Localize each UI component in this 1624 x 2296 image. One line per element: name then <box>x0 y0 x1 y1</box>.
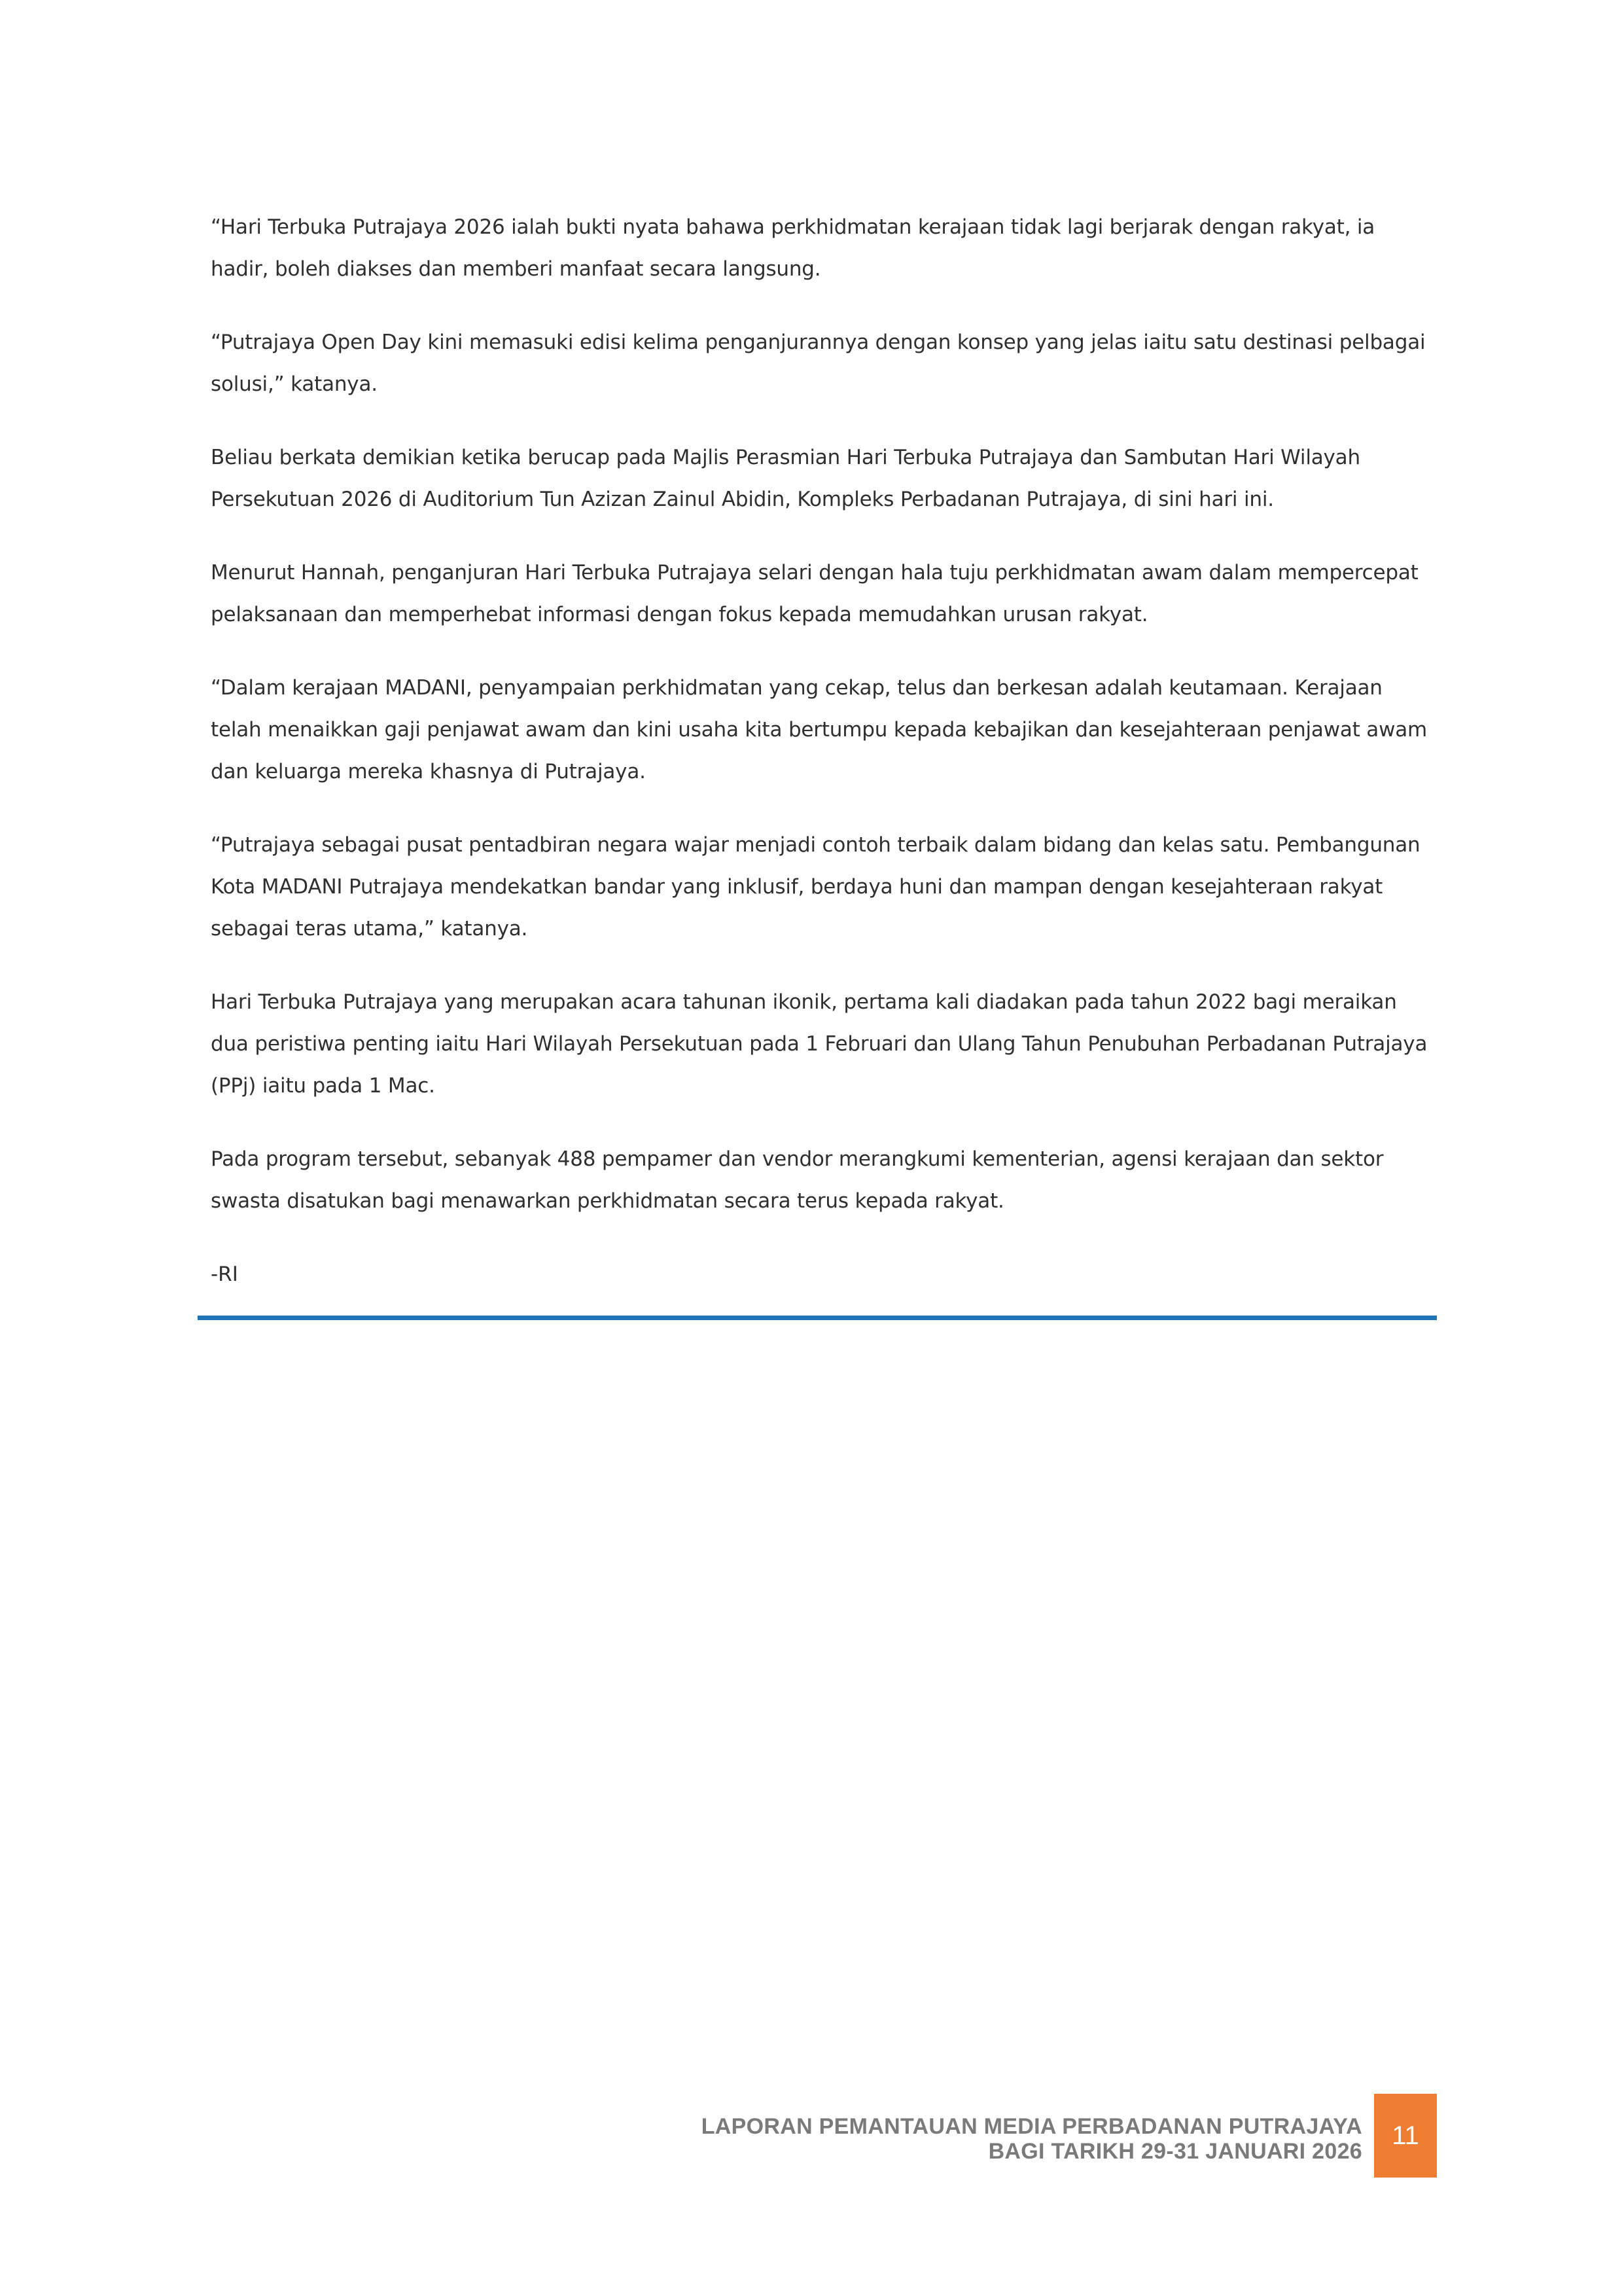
page-number: 11 <box>1392 2121 1419 2150</box>
article-paragraph: Hari Terbuka Putrajaya yang merupakan acara tahunan ikonik, pertama kali diadakan pada tahun 2022 bagi meraikan dua peristiwa penting iaitu Hari Wilayah Persekutuan pada 1 Februari dan Ulang Tahun Penubuhan Perbadanan Putrajaya (PPj) iaitu pada 1 Mac. <box>211 990 1428 1098</box>
footer-report-date: BAGI TARIKH 29-31 JANUARI 2026 <box>988 2139 1362 2164</box>
article-body <box>211 206 1428 1295</box>
article-paragraph: “Putrajaya Open Day kini memasuki edisi kelima penganjurannya dengan konsep yang jelas iaitu satu destinasi pelbagai solusi,” katanya. <box>211 331 1426 396</box>
report-footer <box>701 2114 1362 2164</box>
author-signoff: -RI <box>211 1263 238 1286</box>
article-paragraph: “Putrajaya sebagai pusat pentadbiran negara wajar menjadi contoh terbaik dalam bidang dan kelas satu. Pembangunan Kota MADANI Putrajaya mendekatkan bandar yang inklusif, berdaya huni dan mampan dengan kesejahteraan rakyat sebagai teras utama,” katanya. <box>211 833 1421 941</box>
article-paragraph: “Hari Terbuka Putrajaya 2026 ialah bukti nyata bahawa perkhidmatan kerajaan tidak lagi berjarak dengan rakyat, ia hadir, boleh diakses dan memberi manfaat secara langsung. <box>211 215 1375 281</box>
article-paragraph: Menurut Hannah, penganjuran Hari Terbuka Putrajaya selari dengan hala tuju perkhidmatan awam dalam mempercepat pelaksanaan dan memperhebat informasi dengan fokus kepada memudahkan urusan rakyat. <box>211 561 1419 626</box>
article-paragraph: “Dalam kerajaan MADANI, penyampaian perkhidmatan yang cekap, telus dan berkesan adalah keutamaan. Kerajaan telah menaikkan gaji penjawat awam dan kini usaha kita bertumpu kepada kebajikan dan kesejahteraan penjawat awam dan keluarga mereka khasnya di Putrajaya. <box>211 676 1428 783</box>
article-paragraph: Pada program tersebut, sebanyak 488 pempamer dan vendor merangkumi kementerian, agensi kerajaan dan sektor swasta disatukan bagi menawarkan perkhidmatan secara terus kepada rakyat. <box>211 1147 1384 1213</box>
footer-report-title: LAPORAN PEMANTAUAN MEDIA PERBADANAN PUTRAJAYA <box>701 2114 1362 2139</box>
page-number-badge <box>1374 2094 1437 2178</box>
article-divider <box>198 1316 1437 1320</box>
article-paragraph: Beliau berkata demikian ketika berucap pada Majlis Perasmian Hari Terbuka Putrajaya dan Sambutan Hari Wilayah Persekutuan 2026 di Auditorium Tun Azizan Zainul Abidin, Kompleks Perbadanan Putrajaya, di sini hari ini. <box>211 446 1360 511</box>
